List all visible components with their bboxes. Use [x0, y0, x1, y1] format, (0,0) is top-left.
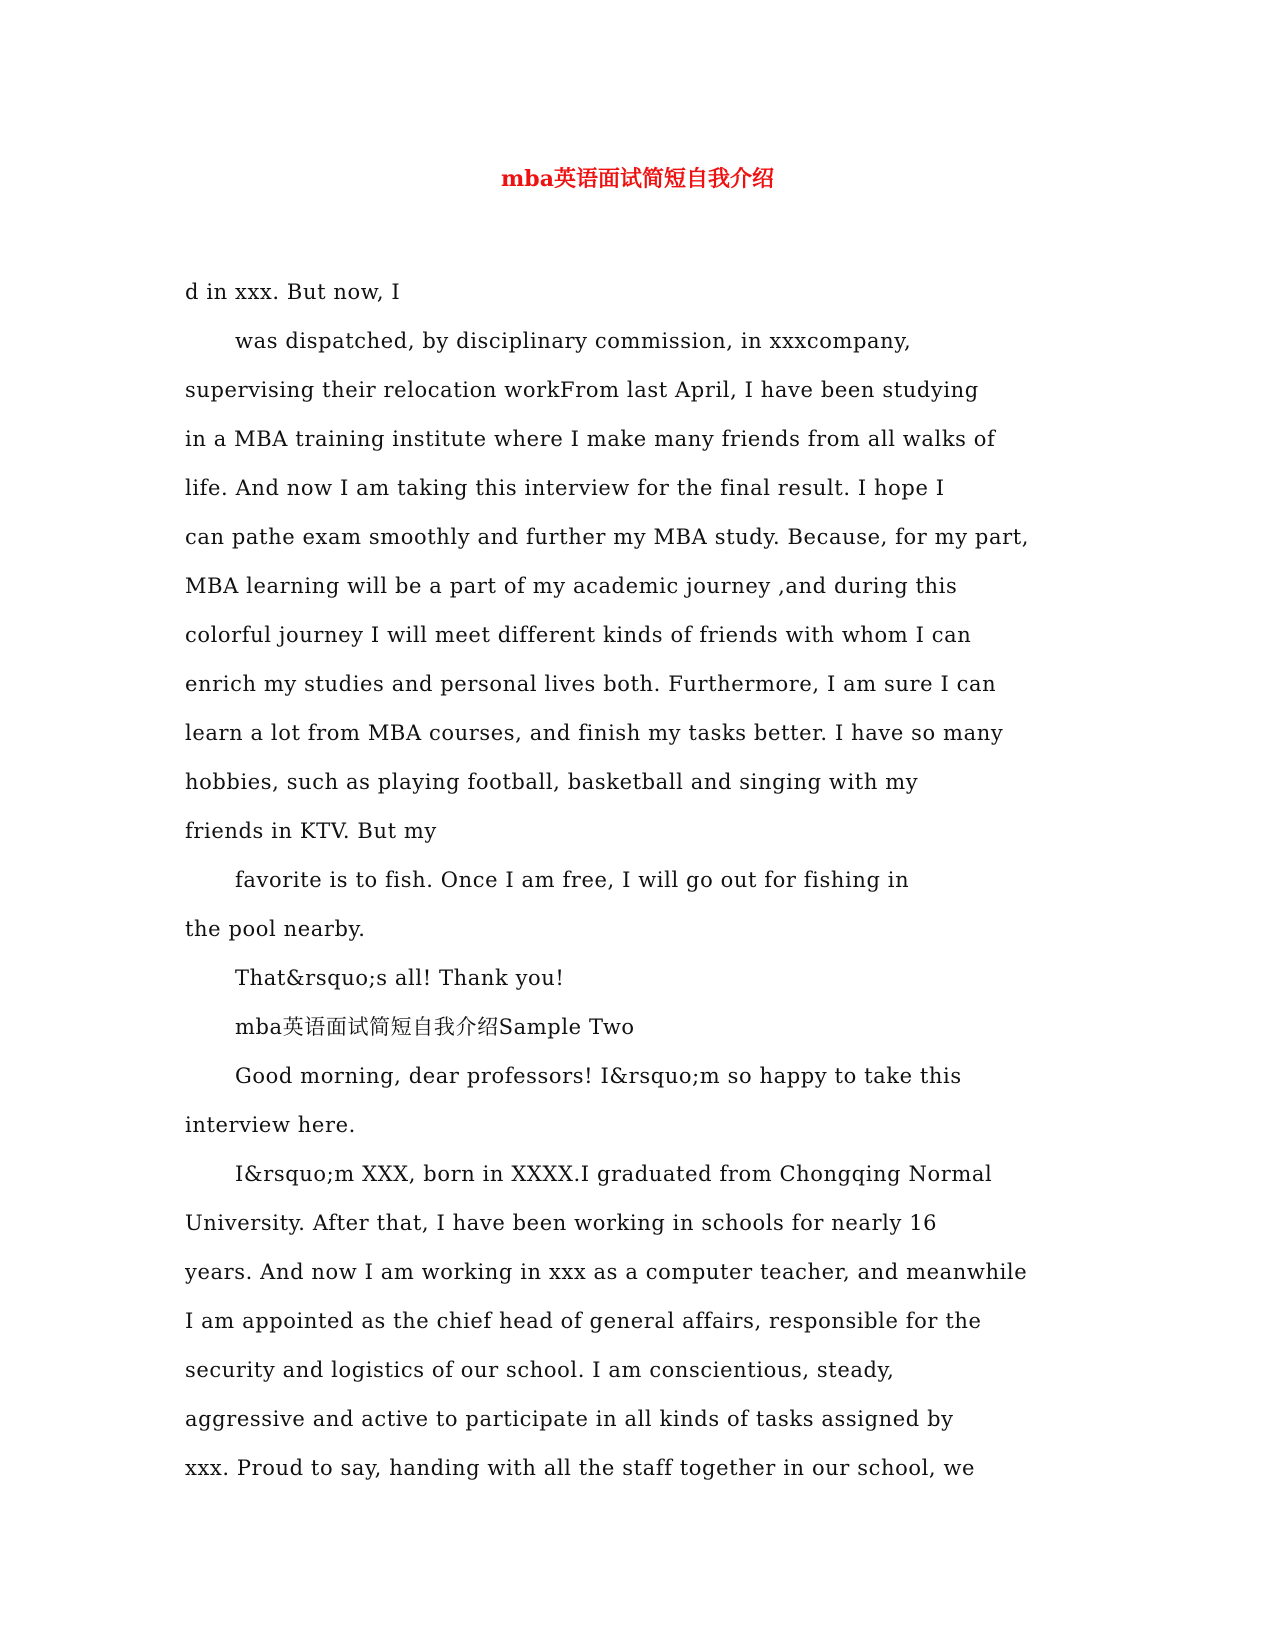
text-line: years. And now I am working in xxx as a computer teacher, and meanwhile	[185, 1260, 1028, 1284]
text-line: interview here.	[185, 1113, 356, 1137]
text-line: enrich my studies and personal lives both. Furthermore, I am sure I can	[185, 672, 997, 696]
document-body	[185, 268, 1090, 1493]
text-line: learn a lot from MBA courses, and finish my tasks better. I have so many	[185, 721, 1004, 745]
text-line: I&rsquo;m XXX, born in XXXX.I graduated from Chongqing Normal	[235, 1162, 993, 1186]
text-line: Good morning, dear professors! I&rsquo;m so happy to take this	[235, 1064, 962, 1088]
text-line: supervising their relocation workFrom last April, I have been studying	[185, 378, 979, 402]
page-title: mba英语面试简短自我介绍	[501, 166, 774, 192]
text-line: life. And now I am taking this interview for the final result. I hope I	[185, 476, 945, 500]
text-line: hobbies, such as playing football, basketball and singing with my	[185, 770, 919, 794]
text-line: That&rsquo;s all! Thank you!	[235, 966, 565, 990]
text-line: aggressive and active to participate in all kinds of tasks assigned by	[185, 1407, 954, 1431]
text-line: MBA learning will be a part of my academic journey ,and during this	[185, 574, 958, 598]
text-line: friends in KTV. But my	[185, 819, 437, 843]
text-line: d in xxx. But now, I	[185, 280, 401, 304]
text-line: can pathe exam smoothly and further my MBA study. Because, for my part,	[185, 525, 1030, 549]
text-line: was dispatched, by disciplinary commission, in xxxcompany,	[235, 329, 912, 353]
text-line: colorful journey I will meet different kinds of friends with whom I can	[185, 623, 972, 647]
text-line: mba英语面试简短自我介绍Sample Two	[235, 1015, 635, 1039]
text-line: favorite is to fish. Once I am free, I will go out for fishing in	[235, 868, 910, 892]
text-line: security and logistics of our school. I am conscientious, steady,	[185, 1358, 895, 1382]
text-line: University. After that, I have been working in schools for nearly 16	[185, 1211, 938, 1235]
text-line: in a MBA training institute where I make many friends from all walks of	[185, 427, 996, 451]
text-line: I am appointed as the chief head of general affairs, responsible for the	[185, 1309, 982, 1333]
text-line: xxx. Proud to say, handing with all the staff together in our school, we	[185, 1456, 976, 1480]
text-line: the pool nearby.	[185, 917, 366, 941]
